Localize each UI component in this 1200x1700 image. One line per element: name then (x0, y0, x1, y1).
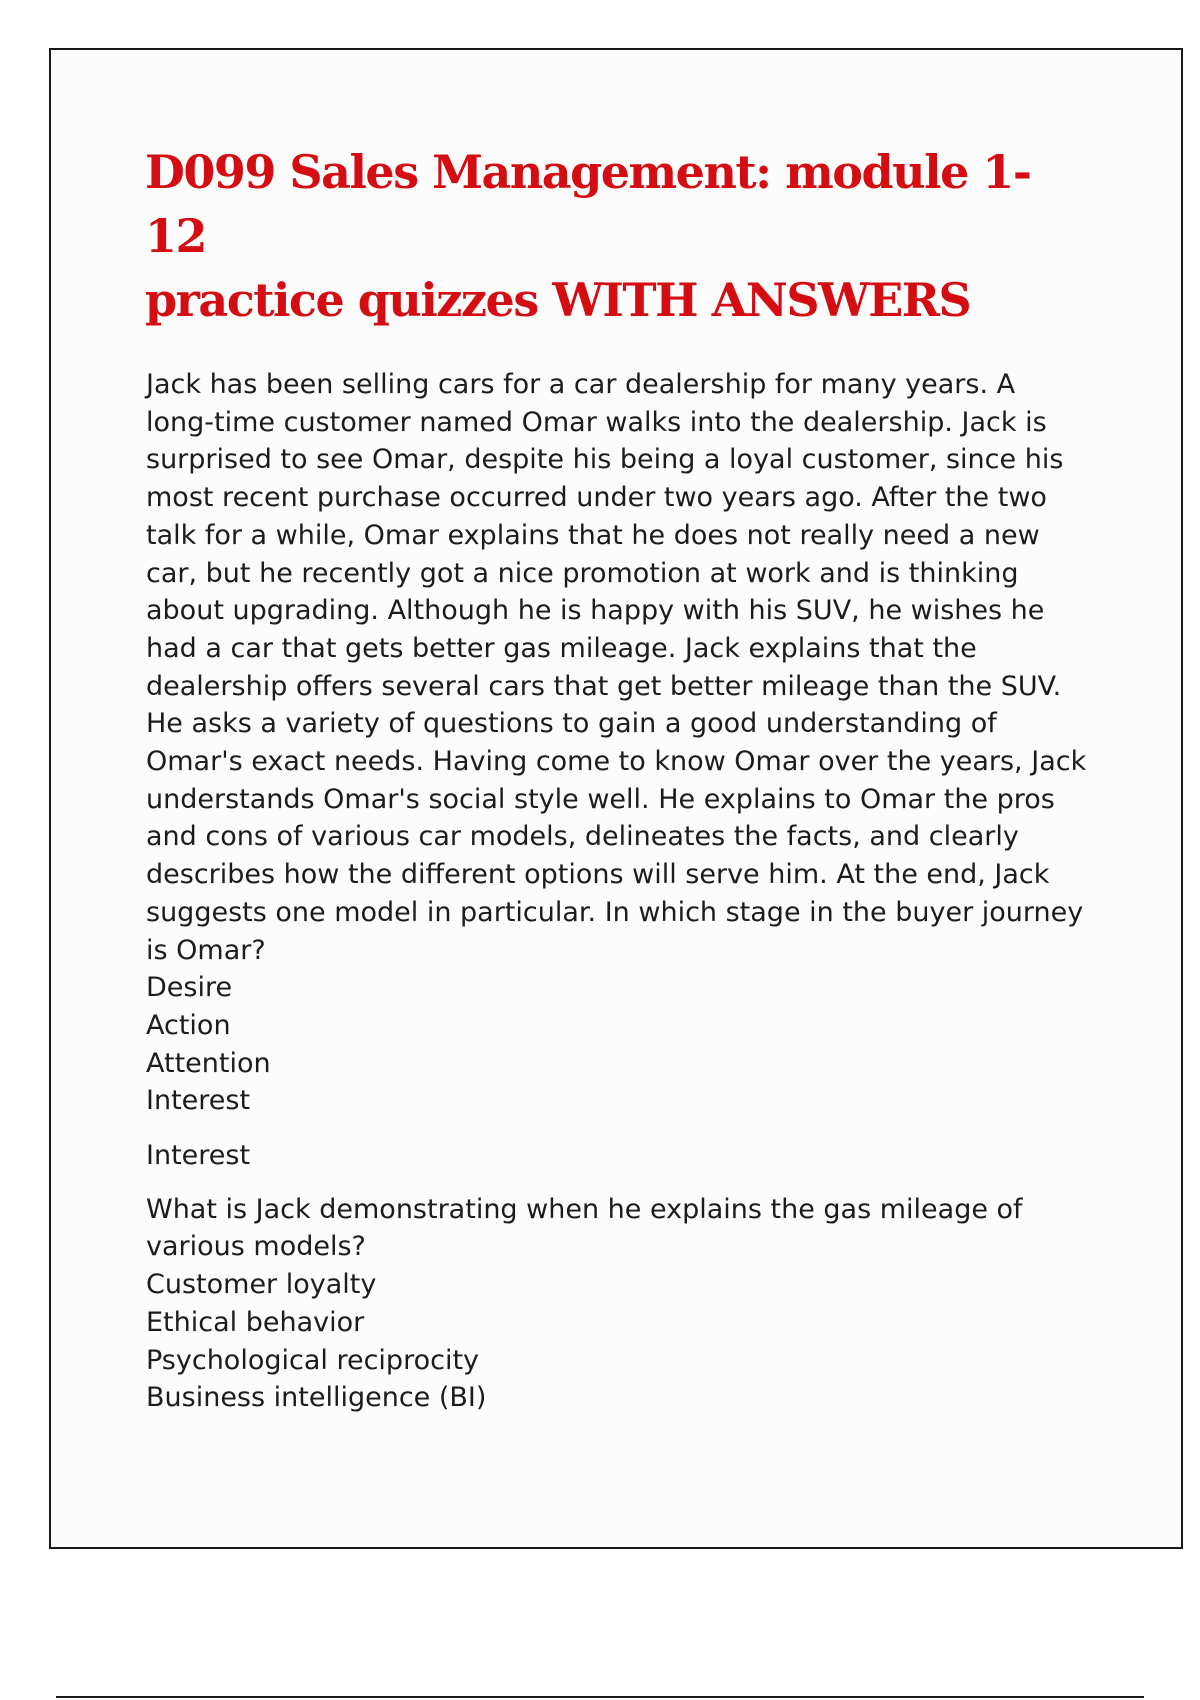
question-1-option-2: Action (146, 1009, 231, 1041)
question-2-text: What is Jack demonstrating when he explains the gas mileage of various models? (146, 1193, 1023, 1263)
page-bottom-divider (56, 1696, 1144, 1698)
question-2 (146, 1191, 1091, 1417)
question-1-option-4: Interest (146, 1085, 251, 1117)
question-2-option-3: Psychological reciprocity (146, 1344, 480, 1376)
document-title (145, 140, 1045, 332)
question-1-option-1: Desire (146, 972, 233, 1004)
question-2-option-4: Business intelligence (BI) (146, 1382, 487, 1414)
question-2-options (146, 1266, 1091, 1417)
title-line-1: D099 Sales Management: module 1-12 (145, 145, 1031, 263)
question-1-answer: Interest (146, 1140, 251, 1172)
question-2-option-2: Ethical behavior (146, 1306, 365, 1338)
question-1-option-3: Attention (146, 1047, 271, 1079)
quiz-content (146, 366, 1091, 1417)
question-2-option-1: Customer loyalty (146, 1269, 377, 1301)
question-1-options (146, 969, 1091, 1120)
title-line-2: practice quizzes WITH ANSWERS (145, 273, 971, 327)
question-1-text: Jack has been selling cars for a car dealership for many years. A long-time customer named Omar walks into the dealership. Jack is surprised to see Omar, despite his being a loyal customer, since his most recent purchase occurred under two years ago. After the two talk for a while, Omar explains that he does not really need a new car, but he recently got a nice promotion at work and is thinking about upgrading. Although he is happy with his SUV, he wishes he had a car that gets better gas mileage. Jack explains that the dealership offers several cars that get better mileage than the SUV. He asks a variety of questions to gain a good understanding of Omar's exact needs. Having come to know Omar over the years, Jack understands Omar's social style well. He explains to Omar the pros and cons of various car models, delineates the facts, and clearly describes how the different options will serve him. At the end, Jack suggests one model in particular. In which stage in the buyer journey is Omar? (146, 369, 1087, 966)
question-1 (146, 366, 1091, 1175)
